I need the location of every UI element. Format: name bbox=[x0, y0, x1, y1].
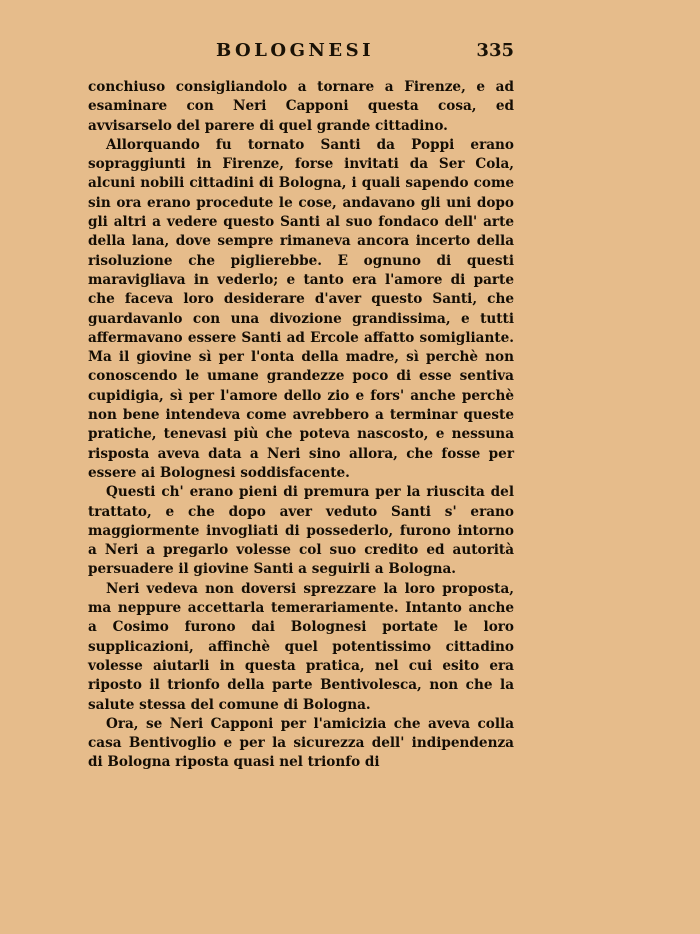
page-number: 335 bbox=[476, 40, 514, 61]
paragraph: Neri vedeva non doversi sprezzare la loro proposta, ma neppure accettarla temerariamente. Intanto anche a Cosimo furono dai Bolognesi portate le loro supplicazioni, affinchè quel potentissimo cittadino volesse aiutarli in questa pratica, nel cui esito era riposto il trionfo della parte Bentivolesca, non che la salute stessa del comune di Bologna. bbox=[88, 580, 514, 713]
running-head bbox=[88, 40, 514, 64]
paragraph: conchiuso consigliandolo a tornare a Firenze, e ad esaminare con Neri Capponi questa cosa, ed avvisarselo del parere di quel grande cittadino. bbox=[88, 79, 514, 134]
running-title: BOLOGNESI bbox=[216, 40, 375, 61]
paragraph: Ora, se Neri Capponi per l'amicizia che aveva colla casa Bentivoglio e per la sicurezza dell' indipendenza di Bologna riposta quasi nel trionfo di bbox=[88, 715, 514, 771]
paragraph: Allorquando fu tornato Santi da Poppi erano sopraggiunti in Firenze, forse invitati da Ser Cola, alcuni nobili cittadini di Bologna, i quali sapendo come sin ora erano procedute le cose, andavano gli uni dopo gli altri a vedere questo Santi al suo fondaco dell' arte della lana, dove sempre rimaneva ancora incerto della risoluzione che piglierebbe. E ognuno di questi maravigliava in vederlo; e tanto era l'amore di parte che faceva loro desiderare d'aver questo Santi, che guardavanlo con una divozione grandissima, e tutti affermavano essere Santi ad Ercole affatto somigliante. Ma il giovine sì per l'onta della madre, sì perchè non conoscendo le umane grandezze poco di esse sentiva cupidigia, sì per l'amore dello zio e fors' anche perchè non bene intendeva come avrebbero a terminar queste pratiche, tenevasi più che poteva nascosto, e nessuna risposta aveva data a Neri sino allora, che fosse per essere ai Bolognesi soddisfacente. bbox=[88, 136, 514, 481]
body-text bbox=[88, 78, 514, 773]
paragraph: Questi ch' erano pieni di premura per la riuscita del trattato, e che dopo aver veduto Santi s' erano maggiormente invogliati di possederlo, furono intorno a Neri a pregarlo volesse col suo credito ed autorità persuadere il giovine Santi a seguirli a Bologna. bbox=[88, 484, 514, 578]
